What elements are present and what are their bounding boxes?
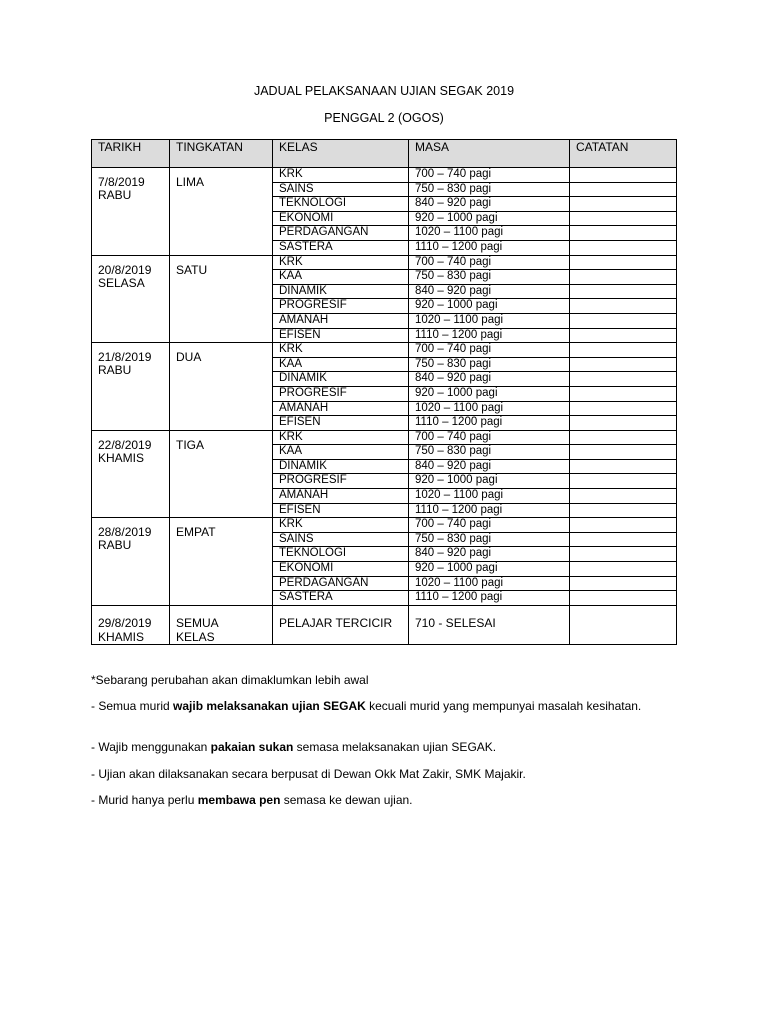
time-cell: 840 – 920 pagi [409,459,570,474]
date-text: 28/8/2019 [98,525,152,540]
note-mandatory [91,699,651,713]
remarks-cell [570,211,677,226]
time-cell: 700 – 740 pagi [409,430,570,445]
class-cell: KRK [273,518,409,533]
class-cell: EFISEN [273,328,409,343]
remarks-cell [570,401,677,416]
table-row [92,255,677,270]
class-cell: KRK [273,255,409,270]
class-cell: KRK [273,430,409,445]
time-cell: 1110 – 1200 pagi [409,503,570,518]
remarks-cell [570,240,677,255]
note-text: semasa melaksanakan ujian SEGAK. [293,740,497,754]
day-text: KHAMIS [98,629,145,644]
day-text: RABU [98,538,132,553]
form-cell: TIGA [170,430,273,518]
class-cell: SASTERA [273,591,409,606]
remarks-cell [570,503,677,518]
remarks-cell [570,182,677,197]
time-cell: 750 – 830 pagi [409,270,570,285]
class-cell: PROGRESIF [273,299,409,314]
form-text: SEMUA [176,615,219,630]
date-text: 7/8/2019 [98,175,145,189]
document-subtitle: PENGGAL 2 (OGOS) [324,111,444,125]
class-cell: PELAJAR TERCICIR [273,605,409,644]
remarks-cell [570,343,677,358]
class-cell: PROGRESIF [273,386,409,401]
time-cell: 840 – 920 pagi [409,284,570,299]
form-cell: LIMA [170,168,273,256]
time-cell: 840 – 920 pagi [409,547,570,562]
class-cell: AMANAH [273,313,409,328]
day-text: RABU [98,188,132,202]
note-changes: *Sebarang perubahan akan dimaklumkan lebih awal [91,673,369,687]
header-tingkatan: TINGKATAN [170,140,273,168]
note-bold-text: pakaian sukan [210,740,294,754]
note-text: - Wajib menggunakan [91,740,211,754]
remarks-cell [570,328,677,343]
time-cell: 750 – 830 pagi [409,445,570,460]
remarks-cell [570,547,677,562]
time-cell: 1020 – 1100 pagi [409,576,570,591]
remarks-cell [570,576,677,591]
document-title: JADUAL PELAKSANAAN UJIAN SEGAK 2019 [253,84,515,98]
schedule-body [92,168,677,645]
day-text: SELASA [98,275,145,290]
remarks-cell [570,255,677,270]
class-cell: EKONOMI [273,211,409,226]
remarks-cell [570,562,677,577]
header-kelas: KELAS [273,140,409,168]
note-bold-text: membawa pen [197,793,281,807]
remarks-cell [570,430,677,445]
remarks-cell [570,372,677,387]
table-row [92,168,677,183]
date-cell [92,168,170,256]
header-tarikh: TARIKH [92,140,170,168]
remarks-cell [570,197,677,212]
date-cell [92,343,170,431]
class-cell: EFISEN [273,503,409,518]
class-cell: KAA [273,357,409,372]
class-cell: SAINS [273,532,409,547]
class-cell: DINAMIK [273,459,409,474]
note-bold-text: wajib melaksanakan ujian SEGAK [173,699,366,713]
date-cell [92,605,170,644]
time-cell: 920 – 1000 pagi [409,474,570,489]
time-cell: 710 - SELESAI [409,605,570,644]
time-cell: 1020 – 1100 pagi [409,313,570,328]
time-cell: 700 – 740 pagi [409,343,570,358]
date-cell [92,518,170,606]
remarks-cell [570,416,677,431]
time-cell: 920 – 1000 pagi [409,386,570,401]
time-cell: 1020 – 1100 pagi [409,489,570,504]
remarks-cell [570,299,677,314]
form-cell: EMPAT [170,518,273,606]
class-cell: TEKNOLOGI [273,547,409,562]
time-cell: 700 – 740 pagi [409,168,570,183]
class-cell: KRK [273,168,409,183]
day-text: KHAMIS [98,450,145,465]
time-cell: 1020 – 1100 pagi [409,226,570,241]
header-masa: MASA [409,140,570,168]
class-cell: PERDAGANGAN [273,226,409,241]
remarks-cell [570,386,677,401]
remarks-cell [570,270,677,285]
date-cell [92,255,170,343]
note-attire [91,740,651,754]
table-header-row [92,140,677,168]
time-cell: 700 – 740 pagi [409,255,570,270]
remarks-cell [570,532,677,547]
remarks-cell [570,445,677,460]
time-cell: 920 – 1000 pagi [409,562,570,577]
time-cell: 1110 – 1200 pagi [409,591,570,606]
remarks-cell [570,489,677,504]
class-cell: KAA [273,270,409,285]
time-cell: 1110 – 1200 pagi [409,328,570,343]
note-text: - Murid hanya perlu [91,793,198,807]
remarks-cell [570,605,677,644]
remarks-cell [570,226,677,241]
class-cell: AMANAH [273,489,409,504]
class-cell: EFISEN [273,416,409,431]
table-row [92,430,677,445]
date-text: 20/8/2019 [98,262,152,277]
time-cell: 840 – 920 pagi [409,197,570,212]
note-text: kecuali murid yang mempunyai masalah kesihatan. [365,699,642,713]
class-cell: EKONOMI [273,562,409,577]
class-cell: SASTERA [273,240,409,255]
class-cell: SAINS [273,182,409,197]
time-cell: 750 – 830 pagi [409,532,570,547]
remarks-cell [570,168,677,183]
form-cell: SATU [170,255,273,343]
note-bring-pen [91,793,651,807]
date-text: 22/8/2019 [98,437,152,452]
time-cell: 750 – 830 pagi [409,182,570,197]
date-text: 21/8/2019 [98,350,152,365]
remarks-cell [570,591,677,606]
form-cell [170,605,273,644]
day-text: RABU [98,363,132,378]
table-row [92,518,677,533]
remarks-cell [570,518,677,533]
note-venue: - Ujian akan dilaksanakan secara berpusat di Dewan Okk Mat Zakir, SMK Majakir. [91,767,526,781]
time-cell: 840 – 920 pagi [409,372,570,387]
class-cell: DINAMIK [273,372,409,387]
table-row [92,343,677,358]
time-cell: 750 – 830 pagi [409,357,570,372]
remarks-cell [570,284,677,299]
time-cell: 700 – 740 pagi [409,518,570,533]
class-cell: PERDAGANGAN [273,576,409,591]
remarks-cell [570,313,677,328]
class-cell: AMANAH [273,401,409,416]
table-row [92,605,677,644]
note-text: semasa ke dewan ujian. [280,793,413,807]
time-cell: 1020 – 1100 pagi [409,401,570,416]
form-text: KELAS [176,629,215,644]
class-cell: DINAMIK [273,284,409,299]
time-cell: 920 – 1000 pagi [409,211,570,226]
class-cell: KAA [273,445,409,460]
header-catatan: CATATAN [570,140,677,168]
note-text: - Semua murid [91,699,174,713]
class-cell: KRK [273,343,409,358]
class-cell: PROGRESIF [273,474,409,489]
remarks-cell [570,357,677,372]
remarks-cell [570,474,677,489]
date-text: 29/8/2019 [98,615,152,630]
time-cell: 1110 – 1200 pagi [409,416,570,431]
form-cell: DUA [170,343,273,431]
class-cell: TEKNOLOGI [273,197,409,212]
time-cell: 920 – 1000 pagi [409,299,570,314]
time-cell: 1110 – 1200 pagi [409,240,570,255]
schedule-table [91,139,677,645]
date-cell [92,430,170,518]
remarks-cell [570,459,677,474]
